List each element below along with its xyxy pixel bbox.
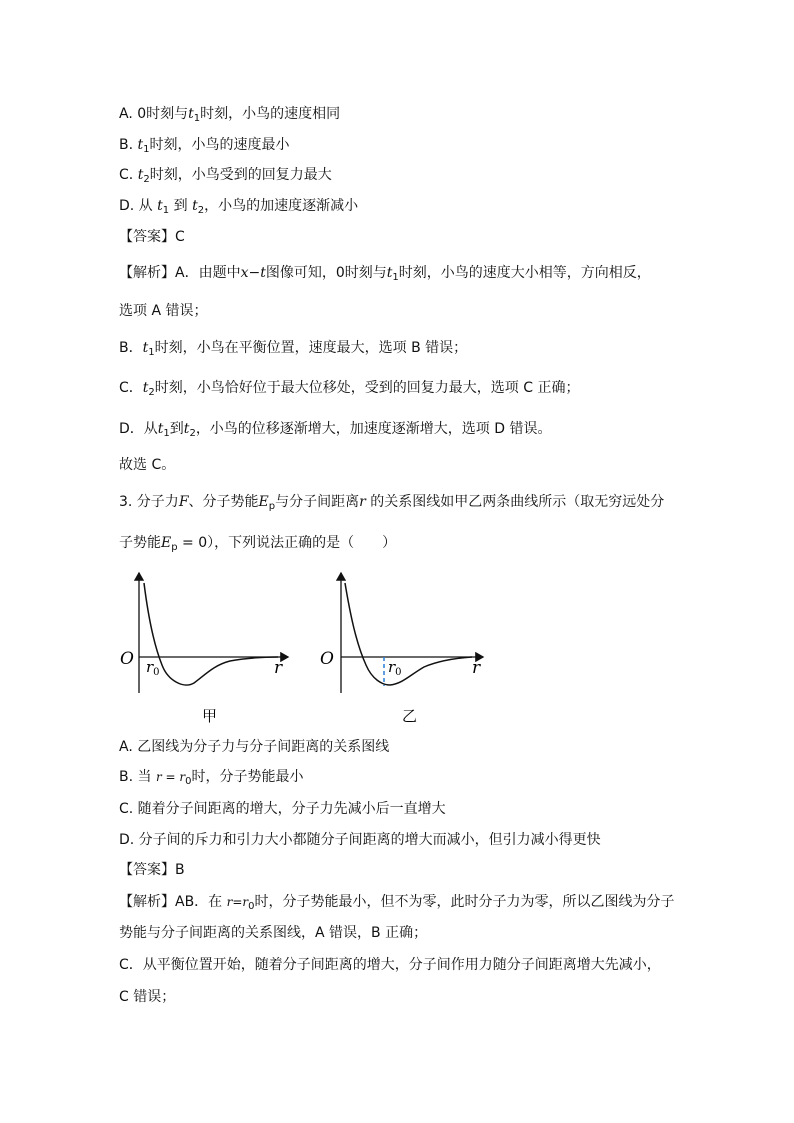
jia-curve xyxy=(144,583,278,685)
q3-analysis-line-4: C 错误； xyxy=(119,989,176,1005)
q2-option-a: A. 0时刻与$t_1$时刻，小鸟的速度相同 xyxy=(119,106,341,124)
q2-analysis-line-2: 选项 A 错误； xyxy=(119,303,208,319)
jia-r0-label: $r_0$ xyxy=(146,658,160,678)
q2-option-b: B. $t_1$时刻，小鸟的速度最小 xyxy=(119,137,290,155)
q2-analysis-line-4: C．$t_2$时刻，小鸟恰好位于最大位移处，受到的回复力最大，选项 C 正确； xyxy=(119,380,580,398)
yi-caption: 乙 xyxy=(402,707,418,725)
q2-analysis-line-6: 故选 C。 xyxy=(119,457,176,473)
q2-answer: 【答案】C xyxy=(119,229,185,245)
q3-figure xyxy=(110,565,500,735)
q2-analysis-line-5: D．从$t_1$到$t_2$，小鸟的位移逐渐增大，加速度逐渐增大，选项 D 错误。 xyxy=(119,421,552,439)
q3-analysis-line-3: C．从平衡位置开始，随着分子间距离的增大，分子间作用力随分子间距离增大先减小， xyxy=(119,957,661,973)
jia-caption: 甲 xyxy=(202,707,218,725)
q3-analysis-line-1: 【解析】AB．在 $r=r_0$时，分子势能最小，但不为零，此时分子力为零，所以乙图线为分子 xyxy=(119,894,675,912)
q3-option-a: A. 乙图线为分子力与分子间距离的关系图线 xyxy=(119,739,390,755)
q3-option-d: D. 分子间的斥力和引力大小都随分子间距离的增大而减小，但引力减小得更快 xyxy=(119,832,601,848)
yi-origin-label: O xyxy=(320,649,334,669)
q3-option-c: C. 随着分子间距离的增大，分子力先减小后一直增大 xyxy=(119,801,446,817)
yi-axis-label: r xyxy=(472,658,481,678)
q3-stem-line-2: 子势能$E_p = 0$），下列说法正确的是（ ） xyxy=(119,535,397,553)
q2-option-d: D. 从 $t_1$ 到 $t_2$，小鸟的加速度逐渐减小 xyxy=(119,198,359,216)
yi-r0-label: $r_0$ xyxy=(388,658,402,678)
q3-answer: 【答案】B xyxy=(119,862,185,878)
q3-option-b: B. 当 $r = r_0$时，分子势能最小 xyxy=(119,769,304,787)
q2-analysis-line-1: 【解析】A．由题中x−t图像可知，0时刻与$t_1$时刻，小鸟的速度大小相等，方向相反， xyxy=(119,265,651,283)
jia-origin-label: O xyxy=(120,649,134,669)
graph-jia xyxy=(120,573,288,725)
q3-analysis-line-2: 势能与分子间距离的关系图线，A 错误，B 正确； xyxy=(119,925,428,941)
jia-axis-label: r xyxy=(274,658,283,678)
q2-option-c: C. $t_2$时刻，小鸟受到的回复力最大 xyxy=(119,167,332,185)
q2-analysis-line-3: B．$t_1$时刻，小鸟在平衡位置，速度最大，选项 B 错误； xyxy=(119,340,468,358)
q3-stem-line-1: 3. 分子力F、分子势能$E_p$与分子间距离r 的关系图线如甲乙两条曲线所示（取无穷远处分 xyxy=(119,494,665,512)
graph-yi xyxy=(320,573,483,725)
yi-curve xyxy=(345,583,472,685)
